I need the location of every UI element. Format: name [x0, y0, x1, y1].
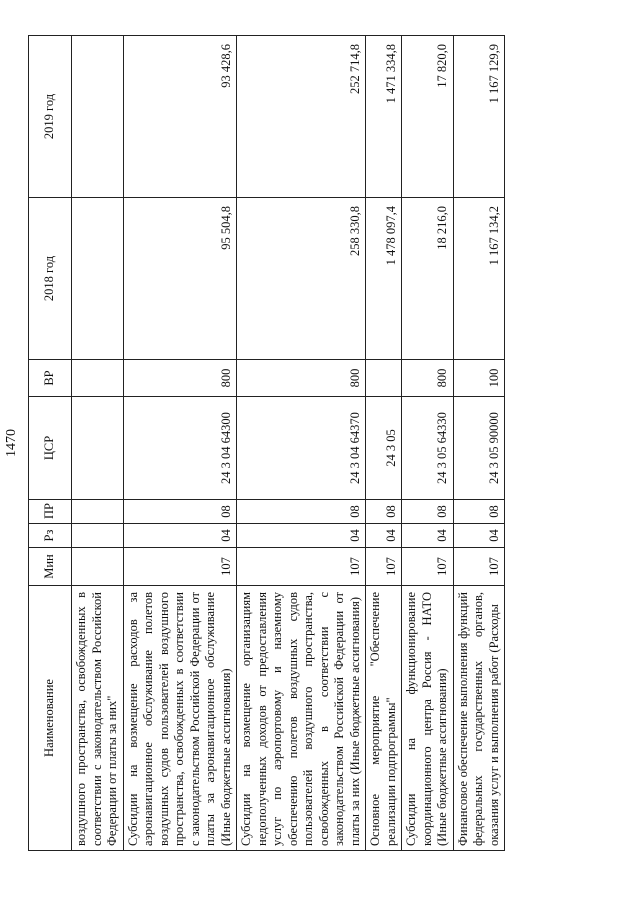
- row-min: [72, 548, 124, 586]
- budget-table: [28, 35, 505, 851]
- row-csr: 24 3 04 64370: [237, 397, 366, 500]
- table-row: [72, 36, 124, 851]
- row-rz: 04: [123, 524, 237, 548]
- row-vr: 100: [453, 360, 505, 397]
- header-min: Мин: [29, 548, 72, 586]
- header-2019: 2019 год: [29, 36, 72, 198]
- row-2018: 1 167 134,2: [453, 198, 505, 360]
- table-row: [453, 36, 505, 851]
- table-row: [123, 36, 237, 851]
- row-2019: 252 714,8: [237, 36, 366, 198]
- row-2018: 18 216,0: [402, 198, 454, 360]
- header-csr: ЦСР: [29, 397, 72, 500]
- row-pr: 08: [237, 500, 366, 524]
- header-row: [29, 36, 72, 851]
- row-name: Финансовое обеспечение выполнения функций федеральных государственных органов, оказания услуг и выполнения работ (Расходы: [453, 586, 505, 851]
- row-rz: 04: [402, 524, 454, 548]
- table-row: [237, 36, 366, 851]
- table-row: [366, 36, 402, 851]
- row-pr: 08: [123, 500, 237, 524]
- row-vr: 800: [237, 360, 366, 397]
- row-2018: 258 330,8: [237, 198, 366, 360]
- row-pr: 08: [366, 500, 402, 524]
- row-rz: 04: [237, 524, 366, 548]
- row-2019: 17 820,0: [402, 36, 454, 198]
- header-rz: Рз: [29, 524, 72, 548]
- row-vr: 800: [123, 360, 237, 397]
- row-2019: 1 471 334,8: [366, 36, 402, 198]
- row-vr: [72, 360, 124, 397]
- row-rz: [72, 524, 124, 548]
- page-number: [0, 418, 24, 468]
- row-2019: [72, 36, 124, 198]
- row-csr: 24 3 05 64330: [402, 397, 454, 500]
- header-vr: ВР: [29, 360, 72, 397]
- row-pr: 08: [402, 500, 454, 524]
- row-name: Субсидии на функционирование координационного центра Россия - НАТО (Иные бюджетные ассигнования): [402, 586, 454, 851]
- row-rz: 04: [453, 524, 505, 548]
- header-name: Наименование: [29, 586, 72, 851]
- row-name: воздушного пространства, освобожденных в соответствии с законодательством Российской Федерации от платы за них": [72, 586, 124, 851]
- table-row: [402, 36, 454, 851]
- row-csr: 24 3 05 90000: [453, 397, 505, 500]
- row-name: Основное мероприятие "Обеспечение реализации подпрограммы": [366, 586, 402, 851]
- row-pr: 08: [453, 500, 505, 524]
- row-csr: 24 3 04 64300: [123, 397, 237, 500]
- row-vr: 800: [402, 360, 454, 397]
- row-2019: 1 167 129,9: [453, 36, 505, 198]
- row-csr: 24 3 05: [366, 397, 402, 500]
- header-pr: ПР: [29, 500, 72, 524]
- row-min: 107: [123, 548, 237, 586]
- row-2019: 93 428,6: [123, 36, 237, 198]
- row-csr: [72, 397, 124, 500]
- row-min: 107: [453, 548, 505, 586]
- row-rz: 04: [366, 524, 402, 548]
- header-2018: 2018 год: [29, 198, 72, 360]
- row-name: Субсидии на возмещение организациям недополученных доходов от предоставления услуг по аэропортовому и наземному обеспечению полетов воздушных судов пользователей воздушного пространства, освобожденных в соответствии с законодательством Российской Федерации от платы за них (Иные бюджетные ассигнования): [237, 586, 366, 851]
- row-min: 107: [402, 548, 454, 586]
- budget-table-rotated: [28, 36, 604, 851]
- row-pr: [72, 500, 124, 524]
- row-min: 107: [237, 548, 366, 586]
- row-2018: [72, 198, 124, 360]
- row-name: Субсидии на возмещение расходов за аэронавигационное обслуживание полетов воздушных судов пользователей воздушного пространства, освобожденных в соответствии с законодательством Российской Федерации от платы за аэронавигационное обслуживание (Иные бюджетные ассигнования): [123, 586, 237, 851]
- row-2018: 95 504,8: [123, 198, 237, 360]
- row-2018: 1 478 097,4: [366, 198, 402, 360]
- row-min: 107: [366, 548, 402, 586]
- page-number-text: 1470: [4, 429, 19, 457]
- row-vr: [366, 360, 402, 397]
